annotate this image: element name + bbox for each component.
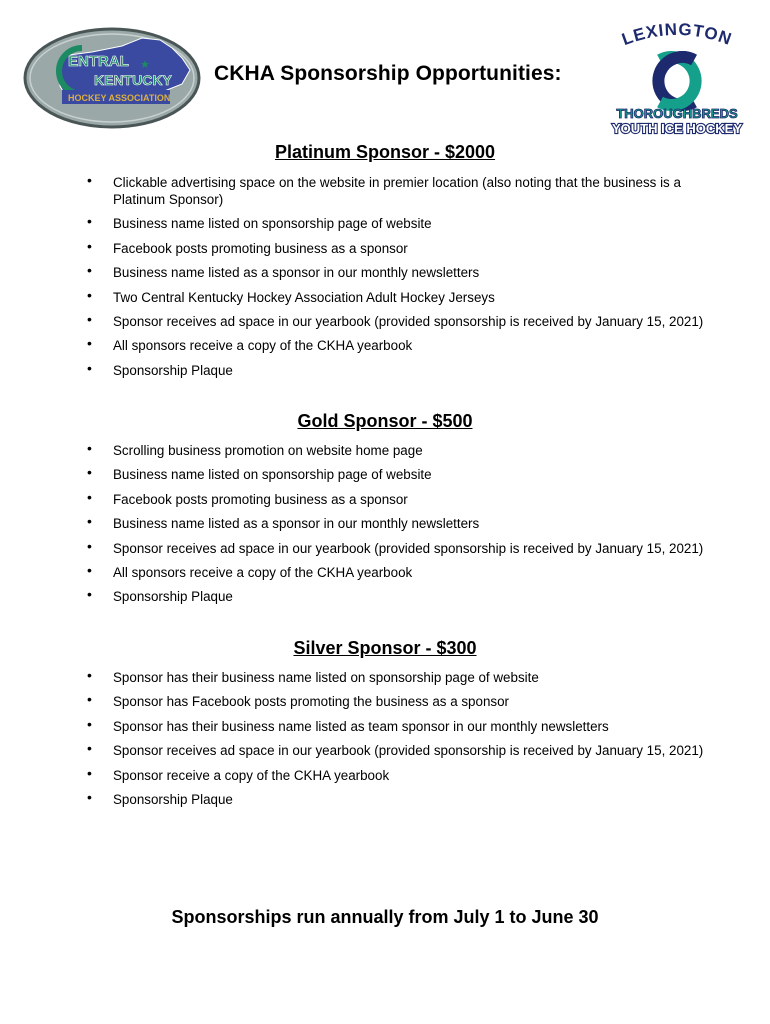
footer-note: Sponsorships run annually from July 1 to June 30 bbox=[171, 907, 599, 927]
list-item: • All sponsors receive a copy of the CKHA yearbook bbox=[84, 337, 724, 354]
list-item: • Sponsor has their business name listed on sponsorship page of website bbox=[84, 669, 724, 686]
silver-benefits-list bbox=[84, 669, 724, 815]
list-item: • Sponsorship Plaque bbox=[84, 588, 724, 605]
silver-heading: Silver Sponsor - $300 bbox=[293, 638, 477, 658]
svg-text:★: ★ bbox=[140, 58, 150, 71]
list-item: • Two Central Kentucky Hockey Association Adult Hockey Jerseys bbox=[84, 289, 724, 306]
list-item: • Sponsor receives ad space in our yearbook (provided sponsorship is received by January 15, 2021) bbox=[84, 313, 724, 330]
list-item: • Sponsor receive a copy of the CKHA yearbook bbox=[84, 767, 724, 784]
platinum-heading: Platinum Sponsor - $2000 bbox=[274, 142, 496, 162]
ckha-logo bbox=[22, 26, 202, 130]
list-item: • Scrolling business promotion on website home page bbox=[84, 442, 724, 459]
list-item: • Facebook posts promoting business as a sponsor bbox=[84, 240, 724, 257]
logo-word-thoroughbreds: THOROUGHBREDS bbox=[616, 106, 738, 121]
logo-word-hockey-association: HOCKEY ASSOCIATION bbox=[68, 93, 171, 103]
list-item: • Sponsor receives ad space in our yearbook (provided sponsorship is received by January 15, 2021) bbox=[84, 742, 724, 759]
list-item: • Clickable advertising space on the website in premier location (also noting that the business is a Platinum Sponsor) bbox=[84, 174, 724, 208]
platinum-benefits-list bbox=[84, 174, 724, 386]
list-item: • Sponsorship Plaque bbox=[84, 362, 724, 379]
gold-heading: Gold Sponsor - $500 bbox=[297, 411, 473, 431]
list-item: • Business name listed on sponsorship page of website bbox=[84, 215, 724, 232]
list-item: • Business name listed as a sponsor in our monthly newsletters bbox=[84, 264, 724, 281]
page-title: CKHA Sponsorship Opportunities: bbox=[214, 62, 562, 85]
list-item: • Business name listed on sponsorship page of website bbox=[84, 466, 724, 483]
list-item: • Sponsor has their business name listed as team sponsor in our monthly newsletters bbox=[84, 718, 724, 735]
gold-benefits-list bbox=[84, 442, 724, 613]
list-item: • Facebook posts promoting business as a sponsor bbox=[84, 491, 724, 508]
logo-word-lexington: LEXINGTON bbox=[619, 20, 735, 50]
list-item: • All sponsors receive a copy of the CKHA yearbook bbox=[84, 564, 724, 581]
lexington-thoroughbreds-logo bbox=[604, 20, 750, 138]
list-item: • Sponsorship Plaque bbox=[84, 791, 724, 808]
list-item: • Sponsor has Facebook posts promoting the business as a sponsor bbox=[84, 693, 724, 710]
logo-word-central: ENTRAL bbox=[68, 53, 129, 70]
list-item: • Business name listed as a sponsor in our monthly newsletters bbox=[84, 515, 724, 532]
logo-word-youth-ice-hockey: YOUTH ICE HOCKEY bbox=[611, 121, 743, 136]
list-item: • Sponsor receives ad space in our yearbook (provided sponsorship is received by January 15, 2021) bbox=[84, 540, 724, 557]
logo-word-kentucky: KENTUCKY bbox=[94, 72, 172, 88]
